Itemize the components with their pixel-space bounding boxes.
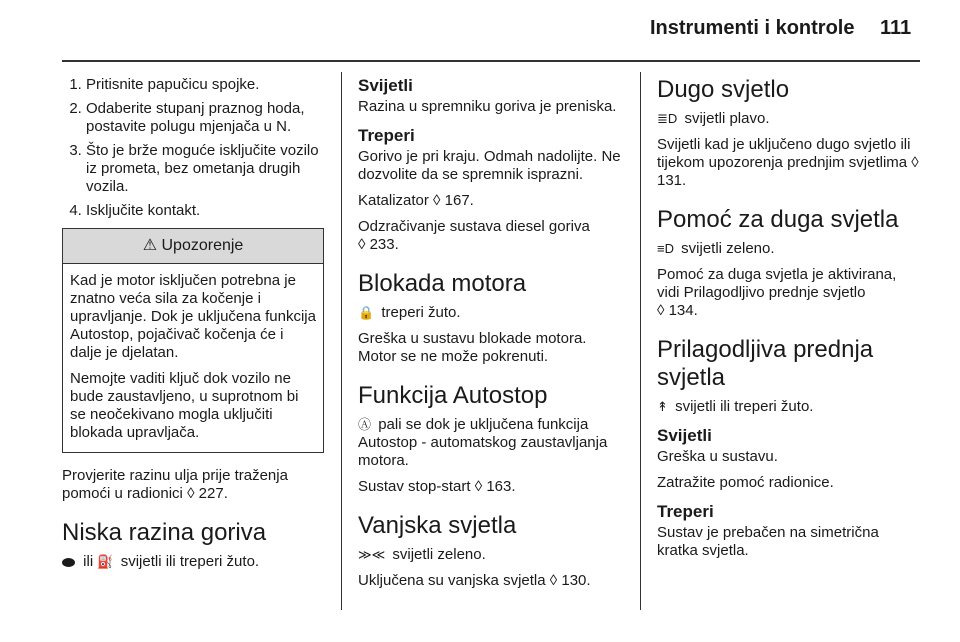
high-beam-paragraph: ≣D svijetli plavo. bbox=[657, 110, 770, 127]
hba-desc: Pomoć za duga svjetla je aktivirana, vidi Prilagodljivo prednje svjetlo ◊ 134. bbox=[657, 266, 897, 319]
low-fuel-lamp-icon bbox=[62, 558, 75, 567]
heading-autostop: Funkcija Autostop bbox=[358, 382, 548, 409]
high-beam-desc: Svijetli kad je uključeno dugo svjetlo ili tijekom upozorenja prednjim svjetlima ◊ 131. bbox=[657, 136, 919, 189]
step-item: 4. Isključite kontakt. bbox=[86, 202, 324, 220]
ref-icon: ◊ bbox=[187, 485, 195, 502]
warning-paragraph: Nemojte vaditi ključ dok vozilo ne bude zaustavljeno, u suprotnom bi se neočekivano mogla uključiti blokada upravljača. bbox=[70, 370, 299, 441]
page-number: 111 bbox=[880, 17, 912, 39]
warning-title: Upozorenje bbox=[161, 237, 244, 254]
oil-paragraph: Provjerite razinu ulja prije traženja pomoći u radionici ◊ 227. bbox=[62, 467, 288, 502]
immobilizer-icon: 🔒 bbox=[358, 305, 375, 320]
warning-box bbox=[62, 228, 324, 453]
heading-exterior-lights: Vanjska svjetla bbox=[358, 512, 517, 539]
step-item: 3. Što je brže moguće isključite vozilo iz prometa, bez ometanja drugih vozila. bbox=[86, 142, 324, 196]
ref-icon: ◊ bbox=[358, 236, 366, 253]
subheading-lights: Svijetli bbox=[358, 76, 413, 95]
bleed-paragraph: Odzračivanje sustava diesel goriva ◊ 233. bbox=[358, 218, 590, 253]
heading-adaptive-lights: Prilagodljiva prednja svjetla bbox=[657, 336, 874, 391]
exterior-desc: Uključena su vanjska svjetla ◊ 130. bbox=[358, 572, 591, 589]
high-beam-icon: ≣D bbox=[657, 111, 678, 126]
steps-list bbox=[62, 76, 324, 220]
stopstart-paragraph: Sustav stop-start ◊ 163. bbox=[358, 478, 516, 495]
fuel-paragraph: ili ⛽ svijetli ili treperi žuto. bbox=[62, 553, 324, 571]
heading-high-beam-assist: Pomoć za duga svjetla bbox=[657, 206, 899, 233]
fuel-pump-icon: ⛽ bbox=[97, 554, 114, 569]
adaptive-light-icon: ↟ bbox=[657, 399, 668, 414]
page-ref-link[interactable]: 131. bbox=[657, 172, 687, 189]
exterior-paragraph: ≫≪ svijetli zeleno. bbox=[358, 546, 486, 563]
warning-header bbox=[63, 229, 323, 264]
warning-body bbox=[63, 264, 323, 452]
page-ref-link[interactable]: 163. bbox=[486, 478, 516, 495]
page-ref-link[interactable]: 134. bbox=[668, 302, 698, 319]
high-beam-assist-icon: ≡D bbox=[657, 241, 674, 256]
catalyst-paragraph: Katalizator ◊ 167. bbox=[358, 192, 474, 209]
page-ref-link[interactable]: 167. bbox=[444, 192, 474, 209]
header-rule bbox=[62, 60, 920, 62]
page-ref-link[interactable]: 130. bbox=[561, 572, 591, 589]
autostop-paragraph: Ⓐ pali se dok je uključena funkcija Autostop - automatskog zaustavljanja motora. bbox=[358, 416, 608, 469]
heading-high-beam: Dugo svjetlo bbox=[657, 76, 790, 103]
page-ref-link[interactable]: 227. bbox=[198, 485, 228, 502]
afl-paragraph: ↟ svijetli ili treperi žuto. bbox=[657, 398, 814, 415]
step-item: 2. Odaberite stupanj praznog hoda, postavite polugu mjenjača u N. bbox=[86, 100, 324, 136]
ref-icon: ◊ bbox=[549, 572, 558, 589]
afl-lights-1: Greška u sustavu. bbox=[657, 448, 778, 465]
afl-lights-2: Zatražite pomoć radionice. bbox=[657, 474, 834, 491]
immobilizer-desc: Greška u sustavu blokade motora. Motor se ne može pokrenuti. bbox=[358, 330, 587, 365]
page-ref-link[interactable]: 233. bbox=[369, 236, 399, 253]
exterior-lights-icon: ≫≪ bbox=[358, 547, 386, 562]
lights-paragraph: Razina u spremniku goriva je preniska. bbox=[358, 98, 617, 115]
ref-icon: ◊ bbox=[474, 478, 483, 495]
heading-immobilizer: Blokada motora bbox=[358, 270, 527, 297]
step-item: 1. Pritisnite papučicu spojke. bbox=[86, 76, 324, 94]
column-divider-1 bbox=[341, 72, 342, 610]
autostop-icon: Ⓐ bbox=[358, 417, 372, 432]
warning-icon: ⚠ bbox=[142, 237, 158, 254]
afl-blink-text: Sustav je prebačen na simetrična kratka svjetla. bbox=[657, 524, 879, 559]
subheading-blink: Treperi bbox=[358, 126, 415, 145]
ref-icon: ◊ bbox=[911, 154, 919, 171]
blink-paragraph: Gorivo je pri kraju. Odmah nadolijte. Ne dozvolite da se spremnik isprazni. bbox=[358, 148, 621, 183]
column-middle bbox=[358, 76, 624, 598]
column-divider-2 bbox=[640, 72, 641, 610]
ref-icon: ◊ bbox=[657, 302, 665, 319]
ref-icon: ◊ bbox=[433, 192, 441, 209]
heading-low-fuel: Niska razina goriva bbox=[62, 519, 267, 546]
hba-paragraph: ≡D svijetli zeleno. bbox=[657, 240, 775, 257]
or-word: ili bbox=[83, 553, 94, 570]
column-left bbox=[62, 76, 324, 579]
immobilizer-paragraph: 🔒 treperi žuto. bbox=[358, 304, 461, 321]
warning-paragraph: Kad je motor isključen potrebna je znatno veća sila za kočenje i upravljanje. Dok je uključena funkcija Autostop, pojačivač kočenja će i dalje je djelatan. bbox=[70, 272, 316, 361]
subheading-afl-lights: Svijetli bbox=[657, 426, 712, 445]
section-title: Instrumenti i kontrole bbox=[650, 17, 855, 39]
column-right bbox=[657, 76, 919, 568]
subheading-afl-blink: Treperi bbox=[657, 502, 714, 521]
